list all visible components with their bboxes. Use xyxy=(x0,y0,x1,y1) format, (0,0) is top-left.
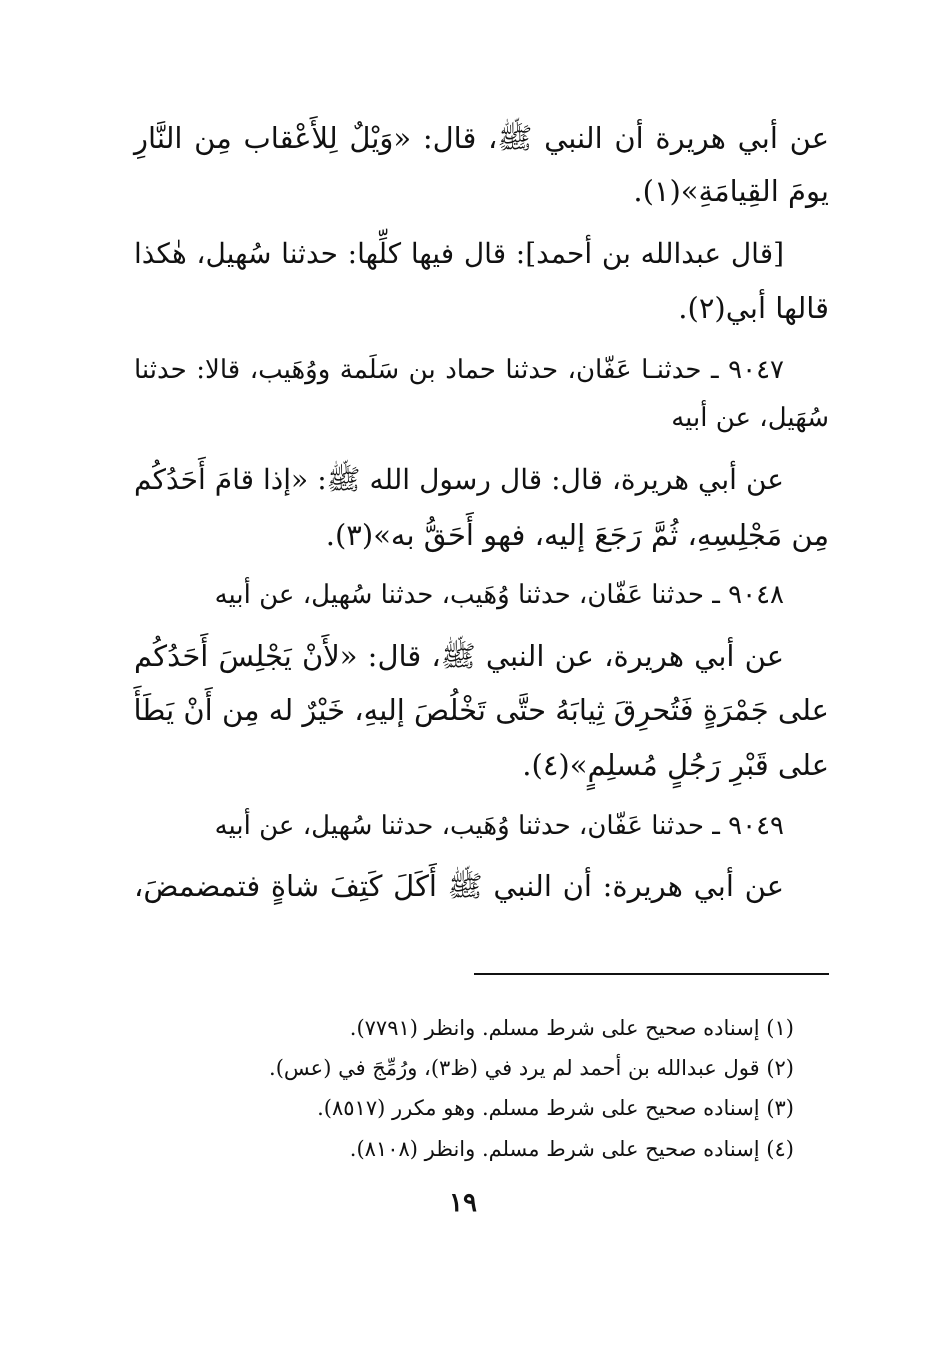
hadith-heading-9047-cont: سُهَيل، عن أبيه xyxy=(671,403,829,433)
text-line: مِن مَجْلِسِهِ، ثُمَّ رَجَعَ إليه، فهو أَحَقُّ به»(٣). xyxy=(325,518,829,552)
footnote-separator xyxy=(474,973,829,975)
text-line: على قَبْرِ رَجُلٍ مُسلِمٍ»(٤). xyxy=(522,748,829,782)
hadith-heading-9049: ٩٠٤٩ ـ حدثنا عَفّان، حدثنا وُهَيب، حدثنا سُهيل، عن أبيه xyxy=(214,811,784,841)
footnote-3: (٣) إسناده صحيح على شرط مسلم. وهو مكرر (٨٥١٧). xyxy=(317,1096,794,1120)
footnote-1: (١) إسناده صحيح على شرط مسلم. وانظر (٧٧٩١). xyxy=(349,1016,794,1040)
hadith-heading-9047: ٩٠٤٧ ـ حدثنـا عَفّان، حدثنا حماد بن سَلَمة ووُهَيب، قالا: حدثنا xyxy=(134,355,784,385)
text-line: قالها أبي(٢). xyxy=(678,291,829,325)
text-line: عن أبي هريرة، عن النبي ﷺ، قال: «لأَنْ يَجْلِسَ أَحَدُكُم xyxy=(134,639,784,673)
text-line: يومَ القِيامَةِ»(١). xyxy=(633,174,829,208)
text-line: على جَمْرَةٍ فَتُحرِقَ ثِيابَهُ حتَّى تَخْلُصَ إليهِ، خَيْرٌ له مِن أَنْ يَطَأَ xyxy=(133,693,829,727)
hadith-heading-9048: ٩٠٤٨ ـ حدثنا عَفّان، حدثنا وُهَيب، حدثنا سُهيل، عن أبيه xyxy=(214,580,784,610)
text-line: عن أبي هريرة أن النبي ﷺ، قال: «وَيْلٌ لِلأَعْقاب مِن النَّارِ xyxy=(134,121,829,155)
footnote-2: (٢) قول عبدالله بن أحمد لم يرد في (ظ٣)، ورُمِّجَ في (عس). xyxy=(269,1056,794,1080)
footnote-4: (٤) إسناده صحيح على شرط مسلم. وانظر (٨١٠٨). xyxy=(349,1137,794,1161)
text-line: [قال عبدالله بن أحمد]: قال فيها كلِّها: حدثنا سُهيل، هٰكذا xyxy=(134,237,784,270)
text-line: عن أبي هريرة، قال: قال رسول الله ﷺ: «إذا قامَ أَحَدُكُم xyxy=(134,463,784,496)
text-line: عن أبي هريرة: أن النبي ﷺ أَكَلَ كَتِفَ شاةٍ فتمضمضَ، xyxy=(134,869,784,903)
page-number: ١٩ xyxy=(449,1188,477,1218)
